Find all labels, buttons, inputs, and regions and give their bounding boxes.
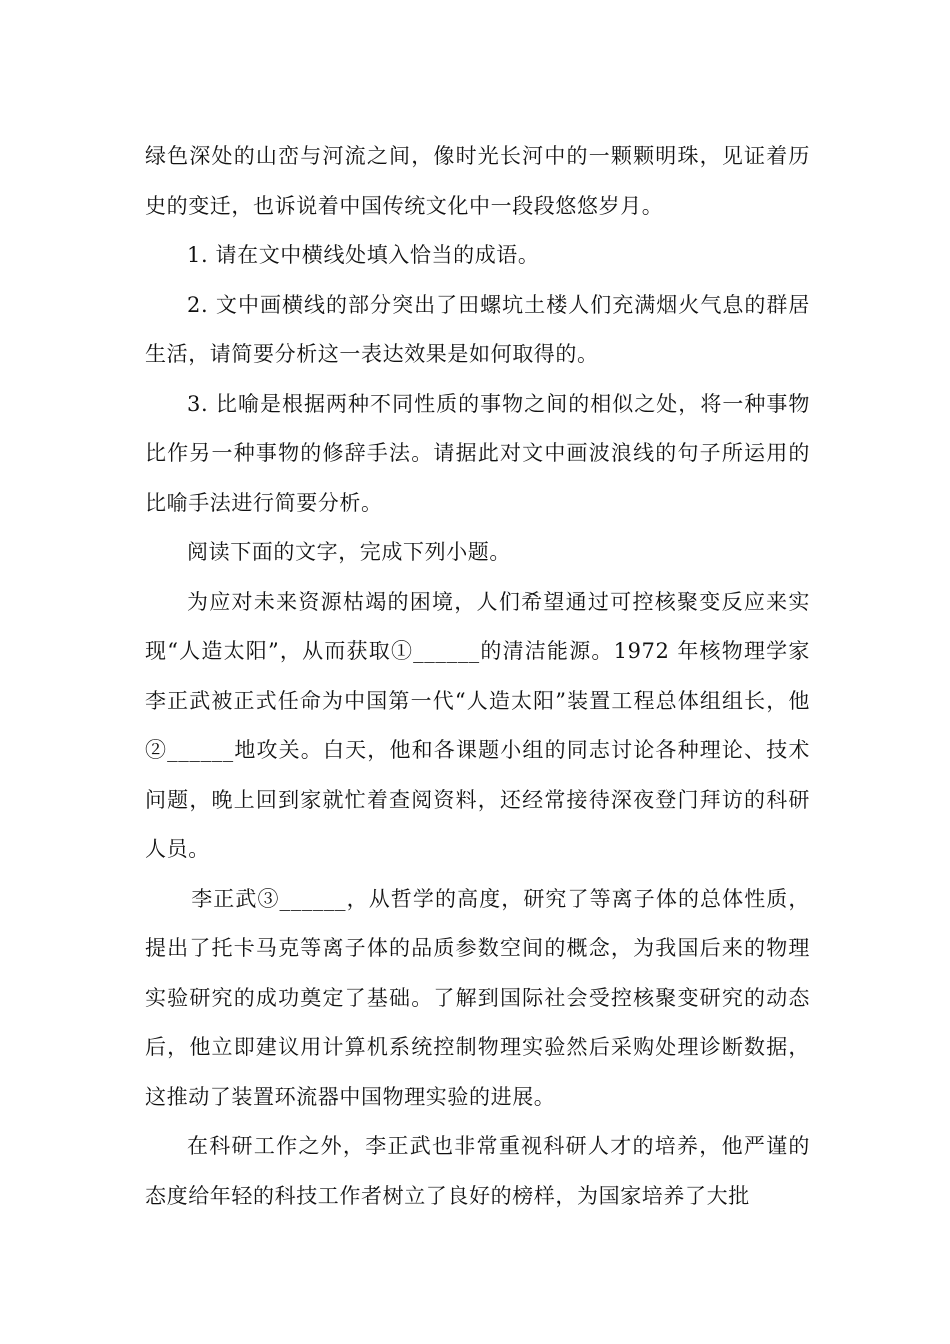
question-1: 1. 请在文中横线处填入恰当的成语。 — [187, 243, 540, 267]
question-2: 2. 文中画横线的部分突出了田螺坑土楼人们充满烟火气息的群居生活，请简要分析这一表达效果是如何取得的。 — [145, 292, 810, 366]
paragraph-research: 李正武③______，从哲学的高度，研究了等离子体的总体性质，提出了托卡马克等离子体的品质参数空间的概念，为我国后来的物理实验研究的成功奠定了基础。了解到国际社会受控核聚变研究的动态后，他立即建议用计算机系统控制物理实验然后采购处理诊断数据，这推动了装置环流器中国物理实验的进展。 — [145, 886, 810, 1109]
paragraph-continuation: 绿色深处的山峦与河流之间，像时光长河中的一颗颗明珠，见证着历史的变迁，也诉说着中国传统文化中一段段悠悠岁月。 — [145, 144, 810, 218]
paragraph-fusion: 为应对未来资源枯竭的困境，人们希望通过可控核聚变反应来实现“人造太阳”，从而获取①______的清洁能源。1972 年核物理学家李正武被正式任命为中国第一代“人造太阳”装置工程总体组组长，他②______地攻关。白天，他和各课题小组的同志讨论各种理论、技术问题，晚上回到家就忙着查阅资料，还经常接待深夜登门拜访的科研人员。 — [145, 589, 810, 861]
paragraph-talent: 在科研工作之外，李正武也非常重视科研人才的培养，他严谨的态度给年轻的科技工作者树立了良好的榜样，为国家培养了大批 — [145, 1134, 810, 1208]
question-3: 3. 比喻是根据两种不同性质的事物之间的相似之处，将一种事物比作另一种事物的修辞手法。请据此对文中画波浪线的句子所运用的比喻手法进行简要分析。 — [145, 391, 810, 515]
reading-instruction: 阅读下面的文字，完成下列小题。 — [187, 540, 511, 564]
document-body — [145, 132, 810, 1221]
